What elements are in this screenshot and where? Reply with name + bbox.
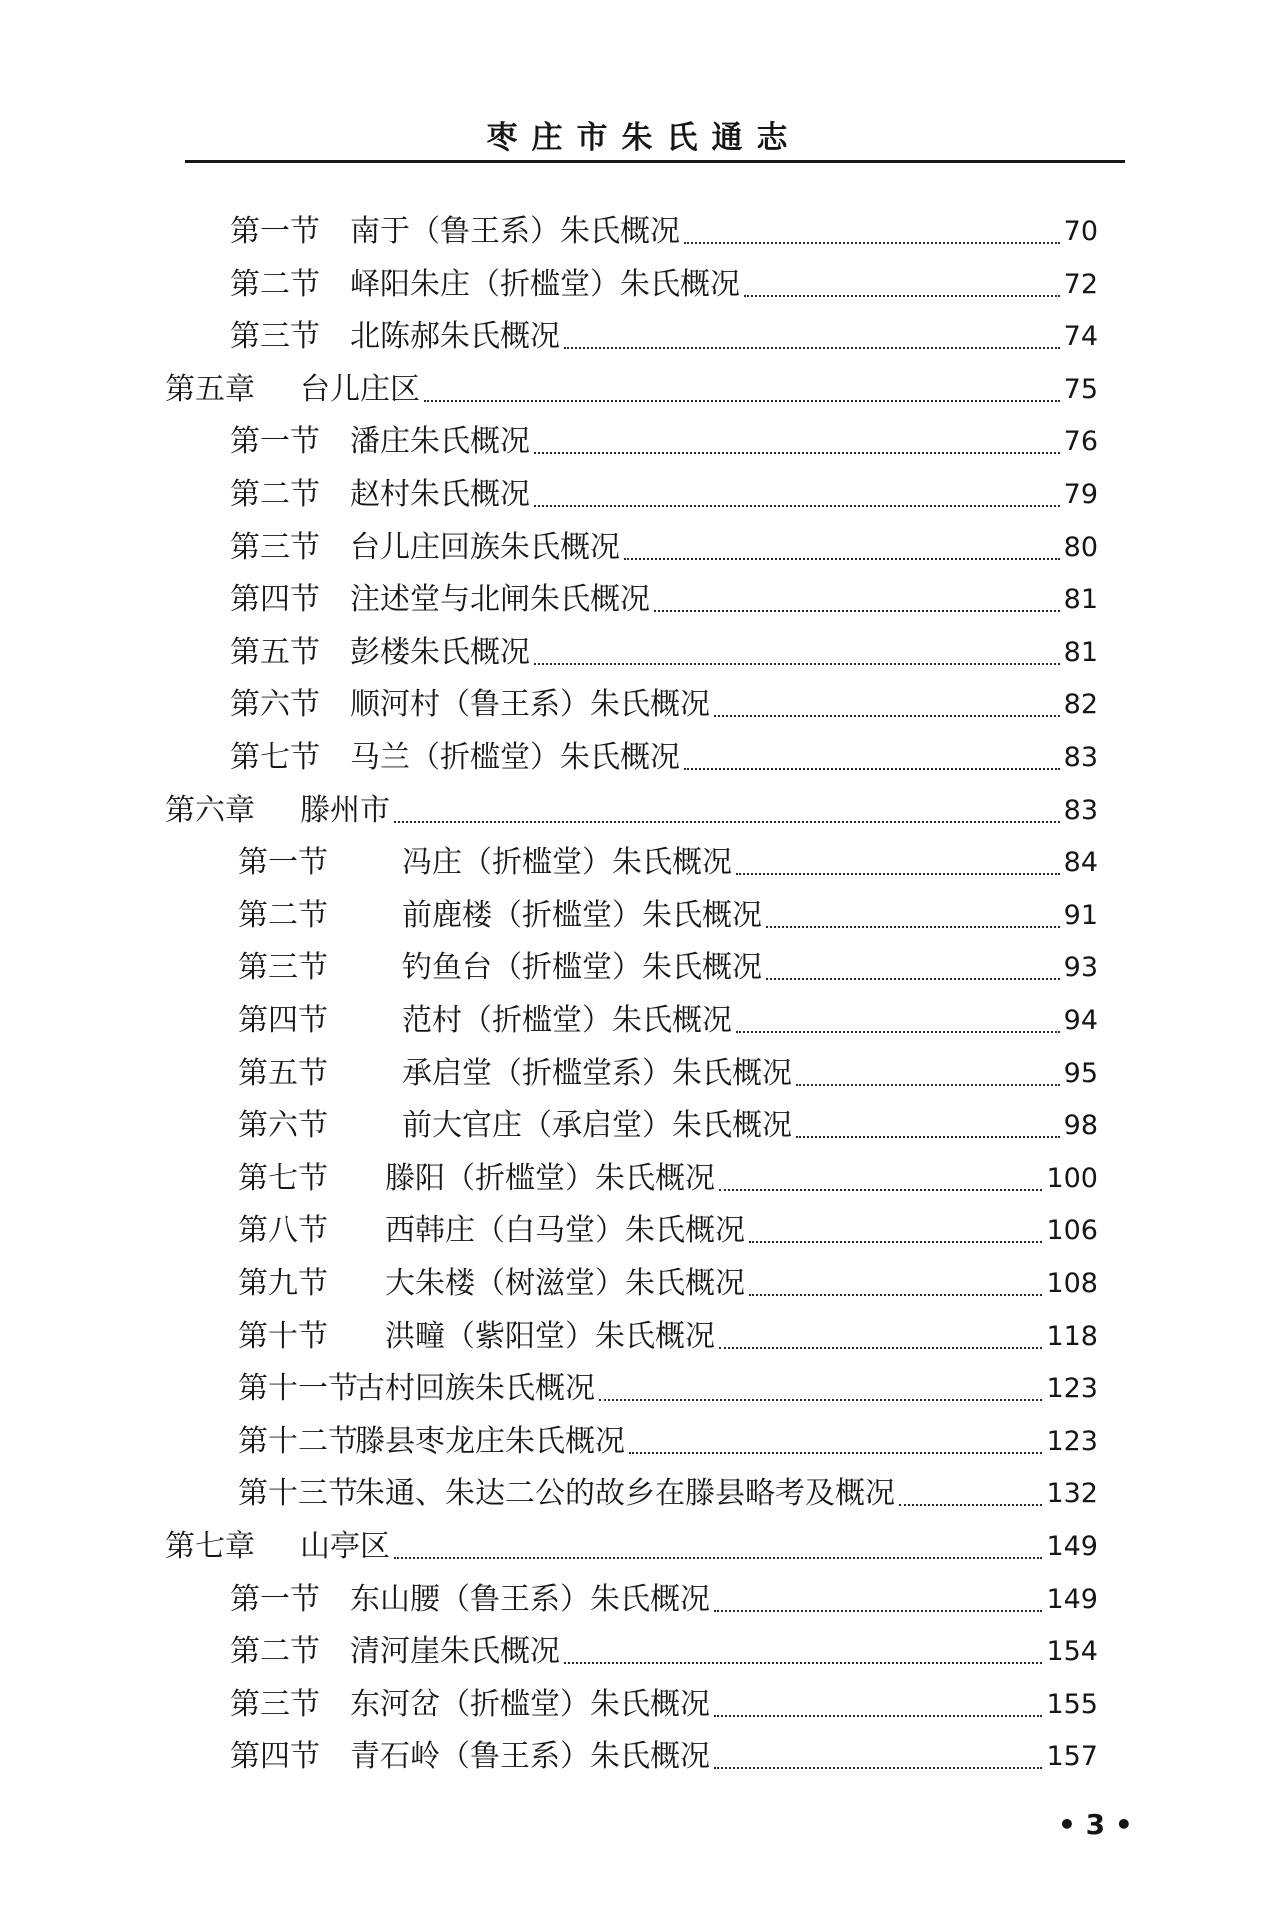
toc-entry-title: 台儿庄区 [300,371,420,407]
toc-chapter-entry [165,1525,1098,1569]
toc-entry-title: 注述堂与北闸朱氏概况 [350,582,650,618]
toc-section-entry [230,683,1098,727]
toc-entry-label: 第五节 [230,634,320,670]
toc-entry-label: 第十三节 [238,1476,358,1512]
toc-entry-page: 70 [1063,216,1098,247]
toc-entry-label: 第四节 [230,1739,320,1775]
toc-entry-page: 100 [1046,1162,1098,1194]
toc-entry-label: 第三节 [230,319,320,355]
toc-leader-dots [736,873,1060,875]
toc-entry-title: 古村回族朱氏概况 [355,1371,595,1407]
toc-entry-title: 滕州市 [300,792,390,828]
toc-entry-page: 154 [1046,1636,1098,1668]
toc-entry-page: 79 [1063,479,1098,510]
toc-leader-dots [654,610,1060,612]
toc-entry-label: 第一节 [230,1581,320,1617]
toc-entry-label: 第八节 [238,1213,328,1249]
toc-entry-page: 155 [1046,1688,1098,1720]
toc-section-entry [230,1683,1098,1727]
toc-section-entry [238,1209,1098,1253]
toc-leader-dots [714,1767,1042,1769]
toc-leader-dots [714,715,1060,717]
toc-entry-title: 彭楼朱氏概况 [350,634,530,670]
toc-entry-label: 第一节 [238,845,328,881]
toc-entry-page: 82 [1063,689,1098,721]
toc-entry-label: 第六节 [238,1108,328,1144]
toc-entry-page: 157 [1046,1741,1098,1773]
toc-leader-dots [766,978,1060,980]
toc-section-entry [230,736,1098,780]
toc-entry-title: 钓鱼台（折槛堂）朱氏概况 [402,950,762,986]
toc-entry-title: 洪疃（紫阳堂）朱氏概况 [385,1318,715,1354]
toc-leader-dots [714,1715,1042,1717]
toc-section-entry [238,1367,1098,1411]
toc-entry-label: 第十一节 [238,1371,358,1407]
toc-section-entry [230,1735,1098,1779]
toc-entry-page: 91 [1063,899,1098,931]
toc-leader-dots [744,295,1060,297]
toc-leader-dots [564,1662,1042,1664]
page-number: • 3 • [1058,1808,1133,1841]
toc-section-entry [238,1157,1098,1201]
toc-section-entry [230,631,1098,675]
toc-leader-dots [424,400,1060,402]
toc-entry-page: 76 [1063,426,1098,458]
toc-section-entry [238,946,1098,990]
toc-leader-dots [899,1504,1042,1506]
toc-entry-page: 123 [1046,1373,1098,1405]
toc-entry-label: 第三节 [230,529,320,565]
toc-entry-label: 第三节 [230,1686,320,1722]
toc-entry-page: 75 [1063,373,1098,405]
toc-section-entry [238,1472,1098,1516]
toc-entry-title: 朱通、朱达二公的故乡在滕县略考及概况 [355,1476,895,1512]
toc-leader-dots [629,1452,1042,1454]
toc-leader-dots [684,242,1060,244]
toc-chapter-entry [165,368,1098,412]
toc-leader-dots [599,1399,1042,1401]
toc-section-entry [238,894,1098,938]
toc-leader-dots [749,1241,1042,1243]
toc-leader-dots [534,452,1060,454]
toc-entry-title: 范村（折槛堂）朱氏概况 [402,1003,732,1038]
toc-entry-page: 123 [1046,1425,1098,1457]
toc-entry-page: 95 [1063,1057,1098,1089]
toc-entry-label: 第四节 [230,582,320,618]
toc-leader-dots [684,768,1060,770]
toc-leader-dots [564,347,1060,349]
toc-section-entry [230,1630,1098,1674]
toc-entry-label: 第六节 [230,687,320,723]
toc-entry-page: 132 [1046,1478,1098,1510]
toc-entry-title: 南于（鲁王系）朱氏概况 [350,214,680,249]
toc-entry-page: 83 [1063,742,1098,773]
toc-section-entry [230,210,1098,254]
toc-entry-title: 马兰（折槛堂）朱氏概况 [350,740,680,775]
toc-entry-title: 台儿庄回族朱氏概况 [350,529,620,565]
toc-entry-title: 前大官庄（承启堂）朱氏概况 [402,1108,792,1144]
toc-entry-title: 山亭区 [300,1529,390,1564]
toc-entry-title: 承启堂（折槛堂系）朱氏概况 [402,1055,792,1091]
toc-entry-label: 第一节 [230,214,320,249]
toc-entry-title: 峄阳朱庄（折槛堂）朱氏概况 [350,266,740,302]
page-header-title: 枣庄市朱氏通志 [486,120,802,156]
toc-section-entry [238,1052,1098,1096]
toc-entry-page: 149 [1046,1531,1098,1562]
toc-entry-title: 冯庄（折槛堂）朱氏概况 [402,845,732,881]
toc-section-entry [230,315,1098,359]
toc-leader-dots [766,926,1060,928]
toc-entry-title: 赵村朱氏概况 [350,477,530,512]
toc-entry-title: 清河崖朱氏概况 [350,1634,560,1670]
toc-entry-title: 前鹿楼（折槛堂）朱氏概况 [402,897,762,933]
toc-entry-page: 93 [1063,952,1098,984]
toc-entry-title: 潘庄朱氏概况 [350,424,530,460]
toc-entry-title: 西韩庄（白马堂）朱氏概况 [385,1213,745,1249]
toc-section-entry [238,999,1098,1043]
toc-entry-label: 第九节 [238,1266,328,1301]
toc-entry-label: 第五节 [238,1055,328,1091]
toc-entry-page: 98 [1063,1110,1098,1142]
toc-entry-page: 81 [1063,584,1098,616]
toc-entry-page: 94 [1063,1005,1098,1036]
toc-section-entry [238,1315,1098,1359]
toc-entry-page: 74 [1063,321,1098,353]
toc-entry-label: 第二节 [238,897,328,933]
toc-entry-label: 第十节 [238,1318,328,1354]
toc-leader-dots [394,821,1060,823]
toc-entry-page: 80 [1063,531,1098,563]
toc-leader-dots [796,1084,1060,1086]
toc-section-entry [230,263,1098,307]
toc-leader-dots [796,1136,1060,1138]
toc-section-entry [238,1262,1098,1306]
toc-entry-page: 84 [1063,847,1098,879]
toc-leader-dots [736,1031,1060,1033]
toc-section-entry [230,578,1098,622]
toc-section-entry [230,526,1098,570]
toc-entry-label: 第十二节 [238,1423,358,1459]
toc-entry-title: 滕阳（折槛堂）朱氏概况 [385,1160,715,1196]
toc-leader-dots [749,1294,1042,1296]
toc-section-entry [238,1420,1098,1464]
toc-entry-title: 滕县枣龙庄朱氏概况 [355,1423,625,1459]
toc-entry-page: 118 [1046,1320,1098,1352]
toc-section-entry [230,473,1098,517]
toc-entry-title: 大朱楼（树滋堂）朱氏概况 [385,1266,745,1301]
toc-entry-label: 第二节 [230,266,320,302]
toc-entry-page: 81 [1063,636,1098,668]
toc-entry-label: 第七节 [230,740,320,775]
toc-entry-label: 第二节 [230,477,320,512]
toc-entry-label: 第二节 [230,1634,320,1670]
toc-section-entry [230,420,1098,464]
toc-entry-label: 第四节 [238,1003,328,1038]
toc-entry-page: 106 [1046,1215,1098,1247]
toc-entry-label: 第三节 [238,950,328,986]
toc-section-entry [238,841,1098,885]
toc-leader-dots [394,1557,1042,1559]
toc-chapter-entry [165,789,1098,833]
toc-section-entry [238,1104,1098,1148]
toc-entry-page: 149 [1046,1583,1098,1615]
toc-entry-label: 第五章 [165,371,255,407]
toc-leader-dots [534,663,1060,665]
toc-leader-dots [719,1189,1042,1191]
toc-section-entry [230,1578,1098,1622]
toc-leader-dots [714,1610,1042,1612]
toc-entry-label: 第一节 [230,424,320,460]
toc-entry-title: 顺河村（鲁王系）朱氏概况 [350,687,710,723]
toc-leader-dots [534,505,1060,507]
toc-entry-label: 第七节 [238,1160,328,1196]
toc-entry-page: 108 [1046,1268,1098,1299]
toc-entry-label: 第六章 [165,792,255,828]
toc-leader-dots [624,558,1060,560]
toc-entry-title: 青石岭（鲁王系）朱氏概况 [350,1739,710,1775]
toc-entry-title: 东山腰（鲁王系）朱氏概况 [350,1581,710,1617]
toc-entry-title: 东河岔（折槛堂）朱氏概况 [350,1686,710,1722]
toc-entry-page: 83 [1063,794,1098,826]
toc-entry-label: 第七章 [165,1529,255,1564]
toc-entry-title: 北陈郝朱氏概况 [350,319,560,355]
toc-leader-dots [719,1347,1042,1349]
header-rule [185,160,1125,163]
toc-entry-page: 72 [1063,268,1098,300]
